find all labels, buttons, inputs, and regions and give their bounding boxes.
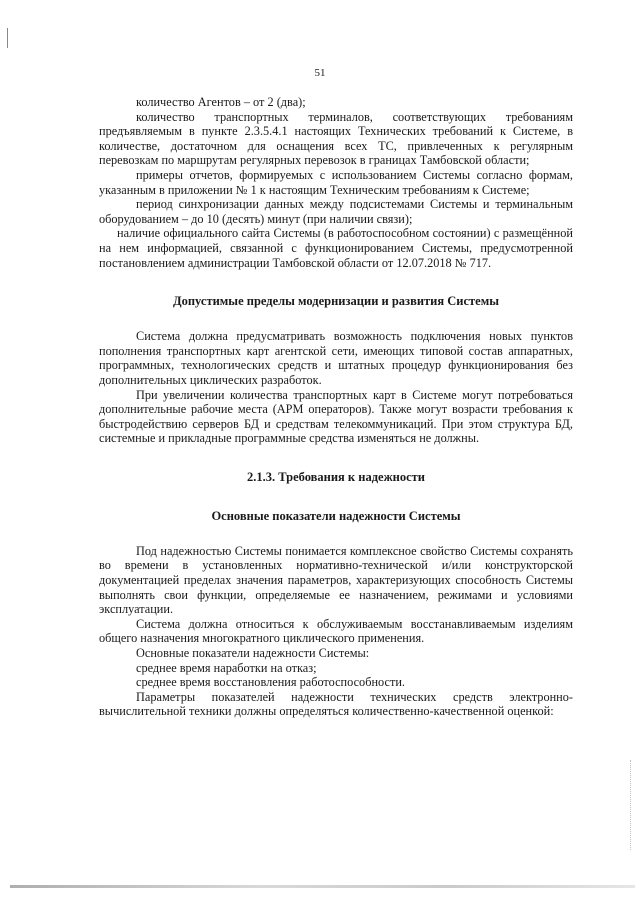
paragraph: Система должна предусматривать возможность подключения новых пунктов пополнения транспортных карт агентской сети, имеющих типовой состав аппаратных, программных, технологических средств и штатных процедур функционирования без дополнительных циклических разработок. bbox=[99, 329, 573, 387]
paragraph: период синхронизации данных между подсистемами Системы и терминальным оборудованием – до 10 (десять) минут (при наличии связи); bbox=[99, 197, 573, 226]
paragraph: наличие официального сайта Системы (в работоспособном состоянии) с размещённой на нем информацией, связанной с функционированием Системы, предусмотренной постановлением администрации Тамбовской области от 12.07.2018 № 717. bbox=[99, 226, 573, 270]
paragraph: Основные показатели надежности Системы: bbox=[136, 646, 370, 661]
paragraph: Параметры показателей надежности технических средств электронно-вычислительной техники должны определяться количественно-качественной оценкой: bbox=[99, 689, 573, 719]
section-heading-modernization: Допустимые пределы модернизации и развития Системы bbox=[172, 294, 499, 309]
list-item: среднее время наработки на отказ; bbox=[136, 660, 317, 675]
paragraph: При увеличении количества транспортных карт в Системе могут потребоваться дополнительные рабочие места (АРМ операторов). Также могут возрасти требования к быстродействию серверов БД и средствам телекоммуникаций. При этом структура БД, системные и прикладные программные средства изменяться не должны. bbox=[99, 387, 573, 446]
scan-artifact-left bbox=[7, 28, 8, 48]
paragraph: Под надежностью Системы понимается комплексное свойство Системы сохранять во времени в установленных нормативно-технической и/или конструкторской документацией пределах значения параметров, характеризующих способность Системы выполнять свои функции, определяемые ее назначением, режимами и условиями эксплуатации. bbox=[99, 543, 573, 617]
scan-artifact-bottom bbox=[10, 885, 635, 888]
subsection-heading-reliability-indicators: Основные показатели надежности Системы bbox=[211, 508, 461, 523]
page-number: 51 bbox=[314, 67, 326, 79]
paragraph: Система должна относиться к обслуживаемым восстанавливаемым изделиям общего назначения многократного циклического применения. bbox=[99, 616, 573, 646]
document-body bbox=[99, 95, 573, 719]
scan-artifact-right bbox=[630, 760, 634, 850]
list-item: среднее время восстановления работоспособности. bbox=[136, 675, 405, 690]
paragraph: примеры отчетов, формируемых с использованием Системы согласно формам, указанным в приложении № 1 к настоящим Техническим требованиям к Системе; bbox=[99, 167, 573, 197]
paragraph: количество транспортных терминалов, соответствующих требованиям предъявляемым в пункте 2.3.5.4.1 настоящих Технических требований к Системе, в количестве, достаточном для оснащения всех ТС, привлеченных к регулярным перевозкам по маршрутам регулярных перевозок в границах Тамбовской области; bbox=[99, 109, 573, 168]
paragraph: количество Агентов – от 2 (два); bbox=[136, 95, 306, 109]
section-heading-reliability: 2.1.3. Требования к надежности bbox=[247, 469, 425, 484]
